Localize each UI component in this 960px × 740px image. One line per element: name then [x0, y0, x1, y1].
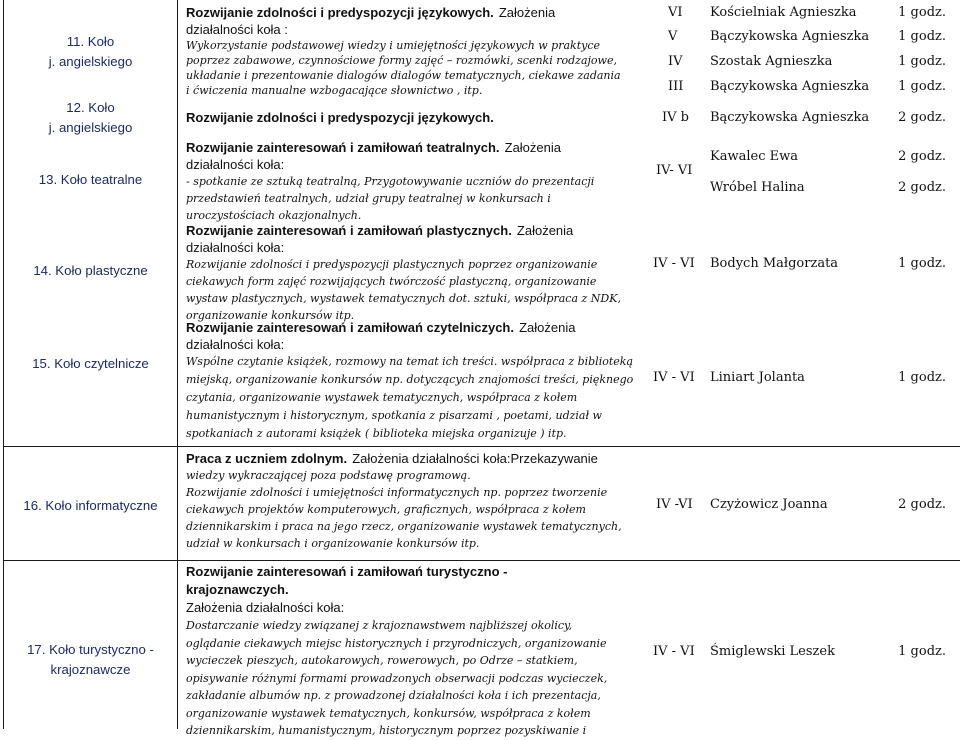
teacher-name: Kawalec Ewa: [710, 149, 798, 164]
club-description: Rozwijanie zainteresowań i zamiłowań czytelniczych. Założenia działalności koła: Wspólne czytanie książek, rozmowy na temat ich treści. współpraca z biblioteką miejską, organizowanie konkursów np. dotyczących znajomości treści, pięknego czytania, organizowanie wystawek tematycznych, współpraca z kołem humanistycznym i historycznym, spotkania z pisarzami , poetami, udział w spotkaniach z autorami książek ( biblioteka miejska organizuje ) itp.: [186, 320, 634, 440]
class-level: IV b: [662, 110, 689, 125]
class-level: IV - VI: [653, 644, 695, 659]
club-name: 12. Koło j. angielskiego: [48, 100, 133, 135]
club-name: 11. Koło j. angielskiego: [48, 34, 133, 69]
teacher-name: Kościelniak Agnieszka: [710, 5, 857, 20]
row-divider: [3, 446, 960, 447]
class-level: IV - VI: [653, 370, 695, 385]
teacher-name: Bączykowska Agnieszka: [710, 110, 870, 125]
club-name: 15. Koło czytelnicze: [32, 356, 149, 371]
hours: 2 godz.: [898, 149, 946, 164]
club-name: 14. Koło plastyczne: [33, 263, 148, 278]
club-name: 17. Koło turystyczno - krajoznawcze: [27, 642, 154, 677]
hours: 1 godz.: [898, 256, 946, 271]
club-description: Rozwijanie zdolności i predyspozycji językowych.: [186, 110, 494, 125]
club-description: Rozwijanie zainteresowań i zamiłowań turystyczno - krajoznawczych. Założenia działalności koła: Dostarczanie wiedzy związanej z krajoznawstwem najbliższej okolicy, oglądanie ciekawych miejsc historycznych i przyrodniczych, organizowanie wycieczek pieszych, autokarowych, rowerowych, po Odrze – statkiem, opisywanie różnymi formami prowadzonych obserwacji podczas wycieczek, zakładanie albumów np. z prowadzonej działalności koła i ich prezentacja, organizowanie wystawek tematycznych, konkursów, współpraca z kołem dziennikarskim, humanistycznym, historycznym poprzez pozyskiwanie i: [186, 564, 608, 737]
class-level: V: [668, 29, 678, 44]
club-description: Praca z uczniem zdolnym. Założenia działalności koła:Przekazywanie wiedzy wykraczającej poza podstawę programową. Rozwijanie zdolności i umiejętności informatycznych np. poprzez tworzenie ciekawych projektów komputerowych, graficznych, współpraca z kołem dziennikarskim i praca na jego rzecz, organizowanie wystawek tematycznych, udział w konkursach i organizowanie konkursów itp.: [186, 451, 622, 550]
hours: 1 godz.: [898, 644, 946, 659]
club-name: 13. Koło teatralne: [38, 172, 143, 187]
hours: 1 godz.: [898, 5, 946, 20]
teacher-name: Liniart Jolanta: [710, 370, 805, 385]
class-level: IV: [668, 54, 683, 69]
class-level: IV - VI: [653, 256, 695, 271]
left-border: [3, 0, 4, 729]
hours: 2 godz.: [898, 497, 946, 512]
hours: 2 godz.: [898, 180, 946, 195]
class-level: III: [668, 79, 684, 94]
club-name: 16. Koło informatyczne: [23, 498, 158, 513]
teacher-name: Bączykowska Agnieszka: [710, 29, 870, 44]
hours: 1 godz.: [898, 79, 946, 94]
class-level: IV- VI: [656, 163, 693, 178]
row-divider: [3, 560, 960, 561]
teacher-name: Wróbel Halina: [710, 180, 805, 195]
class-level: VI: [668, 5, 683, 20]
class-level: IV -VI: [656, 497, 693, 512]
club-description: Rozwijanie zainteresowań i zamiłowań plastycznych. Założenia działalności koła: Rozwijanie zdolności i predyspozycji plastycznych poprzez organizowanie ciekawych form zajęć rozwijających twórczość plastyczną, organizowanie wystaw plastycznych, wystawek tematycznych dot. sztuki, współpraca z NDK, organizowanie konkursów itp.: [186, 223, 621, 322]
teacher-name: Czyżowicz Joanna: [710, 497, 828, 512]
teacher-name: Śmiglewski Leszek: [710, 644, 835, 659]
club-description: Rozwijanie zainteresowań i zamiłowań teatralnych. Założenia działalności koła: - spotkanie ze sztuką teatralną, Przygotowywanie uczniów do prezentacji przedstawień teatralnych, udział grupy teatralnej w konkursach i uroczystościach okazjonalnych.: [186, 140, 595, 222]
hours: 1 godz.: [898, 370, 946, 385]
hours: 1 godz.: [898, 54, 946, 69]
hours: 2 godz.: [898, 110, 946, 125]
club-description: Rozwijanie zdolności i predyspozycji językowych. Założenia działalności koła : Wykorzystanie podstawowej wiedzy i umiejętności językowych w praktyce poprzez zabawowe, czynnościowe formy zajęć – rozmówki, scenki rodzajowe, układanie i prezentowanie dialogów dialogów tematycznych, ciekawe zadania i ćwiczenia manualne wzbogacające słownictwo , itp.: [186, 5, 621, 97]
teacher-name: Szostak Agnieszka: [710, 54, 833, 69]
teacher-name: Bączykowska Agnieszka: [710, 79, 870, 94]
teacher-name: Bodych Małgorzata: [710, 256, 839, 271]
hours: 1 godz.: [898, 29, 946, 44]
column-divider: [177, 0, 178, 729]
